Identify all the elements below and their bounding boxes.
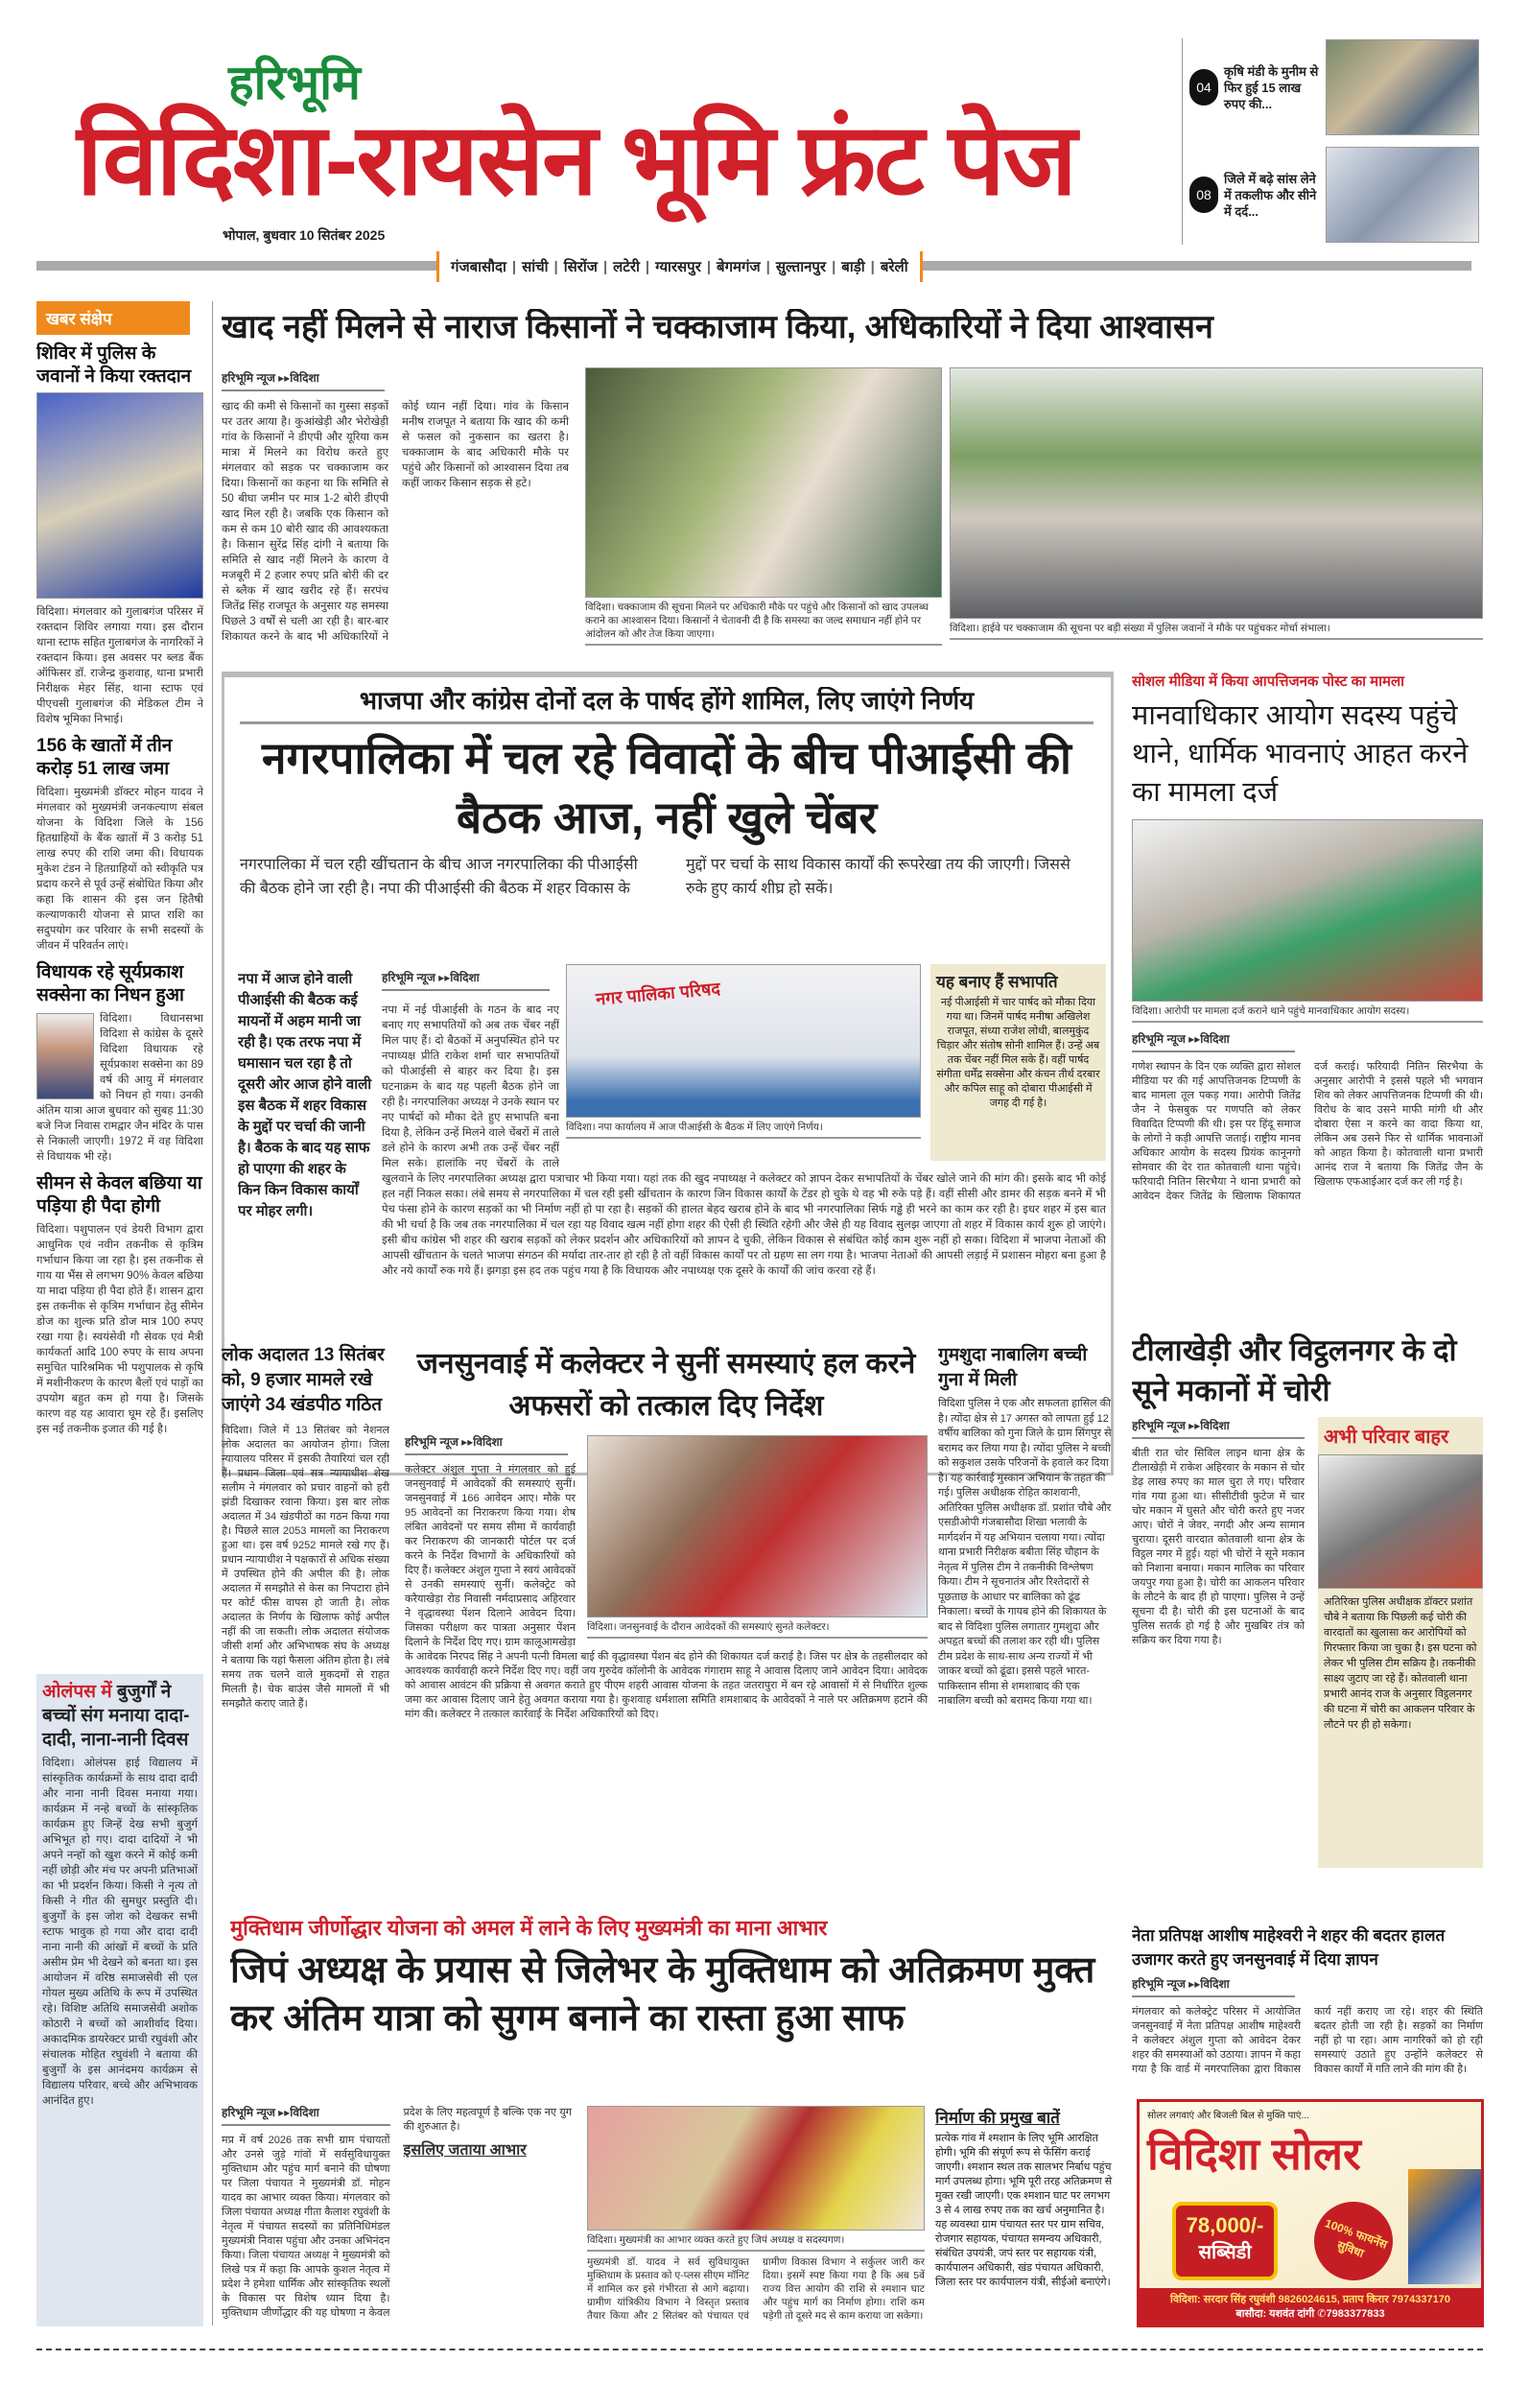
pic-deck: नगरपालिका में चल रही खींचतान के बीच आज नगरपालिका की पीआईसी की बैठक होने जा रही है। नपा की पीआईसी की बैठक में शहर विकास के मुद्दों पर चर्चा के साथ विकास कार्यों की रूपरेखा तय की जाएगी। जिससे रुके हुए कार्य शीघ्र हो सकें। xyxy=(240,856,1070,897)
photo xyxy=(1132,819,1483,1002)
teaser[interactable] xyxy=(1189,146,1492,244)
muktidham-body-2: मुख्यमंत्री डॉ. यादव ने सर्व सुविधायुक्त मुक्तिधाम के प्रस्ताव को ए-प्लस सीएम मॉनिट में शामिल कर इसे गंभीरता से आगे बढ़ाया। ग्रामीण यांत्रिकीय विभाग ने विस्तृत प्रस्ताव तैयार किया और 2 सितंबर को पंचायत एवं ग्रामीण विकास विभाग ने सर्कुलर जारी कर दिया। इसमें स्पष्ट किया गया है कि अब 5वें राज्य वित्त आयोग की राशि से श्मशान घाट और पहुंच मार्ग का निर्माण होगा। राशि कम पड़ेगी तो दूसरे मद से काम कराया जा सकेगा। xyxy=(587,2256,925,2322)
brief-title: शिविर में पुलिस के जवानों ने किया रक्तदान xyxy=(36,343,192,387)
box-body: प्रत्येक गांव में श्मशान के लिए भूमि आरक्षित होगी। भूमि की संपूर्ण रूप से फेंसिंग कराई जाएगी। श्मशान स्थल तक सालभर निर्बाध पहुंच मार्ग उपलब्ध होगा। भूमि पूरी तरह अतिक्रमण से मुक्त रखी जाएगी। एक श्मशान घाट पर लगभग 3 से 4 लाख रुपए तक का खर्च अनुमानित है। यह व्यवस्था ग्राम पंचायत स्तर पर ग्राम सचिव, रोजगार सहायक, पंचायत समन्वय अधिकारी, संबंधित उपयंत्री, जपं स्तर पर सहायक यंत्री, कार्यपालन अधिकारी, खंड पंचायत अधिकारी, जिला स्तर पर कार्यपालन यंत्री, सीईओ बनाएंगे। xyxy=(935,2133,1113,2288)
page-bottom-rule xyxy=(36,2349,1483,2350)
box-title: यह बनाए हैं सभापति xyxy=(936,973,1058,991)
gumshuda-story xyxy=(938,1343,1116,1904)
nav-item-2[interactable]: सिरोंज xyxy=(563,259,598,275)
section-label: खबर संक्षेप xyxy=(36,301,190,335)
body: विदिशा। जिले में 13 सितंबर को नेशनल लोक अदालत का आयोजन होगा। जिला न्यायालय परिसर में इसकी तैयारियां चल रही हैं। प्रधान जिला एवं सत्र न्यायाधीश शेख सलीम ने मंगलवार को प्रचार वाहनों को हरी झंडी दिखाकर रवाना किया। इस बार लोक अदालत में 34 खंडपीठों का गठन किया गया है। पिछले साल 2053 मामलों का निराकरण हुआ था। इस वर्ष 9252 मामले रखे गए हैं। प्रधान न्यायाधीश ने पक्षकारों से अधिक संख्या में उपस्थित होने की अपील की है। लोक अदालत में समझौते से केस का निपटारा होने पर कोर्ट फीस वापस हो जाती है। लोक अदालत के निर्णय के खिलाफ कोई अपील नहीं की जा सकती। लोक अदालत संयोजक जीसी शर्मा और अभिभाषक संघ के अध्यक्ष ने बताया कि यहां फैसला अंतिम होता है। लंबे समय तक चलने वाले मुकदमों से राहत मिलती है। चेक बाउंस जैसे मामलों में भी समझौते कराए जाते हैं। xyxy=(222,1425,389,1710)
ad-subsidy-badge xyxy=(1172,2202,1278,2280)
teaser-photo xyxy=(1326,39,1479,135)
nav-separator: | xyxy=(511,258,517,275)
building-sign: नगर पालिका परिषद xyxy=(595,979,721,1009)
box-body: अतिरिक्त पुलिस अधीक्षक डॉक्टर प्रशांत चौबे ने बताया कि पिछली कई चोरी की वारदातों का खुलासा कर आरोपियों को गिरफ्तार किया जा चुका है। इस घटना को लेकर भी पुलिस टीम सक्रिय है। तकनीकी साक्ष्य जुटाए जा रहे हैं। कोतवाली थाना प्रभारी आनंद राज के अनुसार विट्ठलनगर की घटना में चोरी का आकलन परिवार के लौटने पर ही हो सकेगा। xyxy=(1324,1596,1477,1731)
photo xyxy=(585,367,942,598)
solar-panel-graphic xyxy=(1408,2169,1481,2284)
jansunwai-story xyxy=(405,1343,928,1904)
brief-title: 156 के खातों में तीन करोड़ 51 लाख जमा xyxy=(36,736,173,779)
obituary-portrait xyxy=(36,1013,94,1099)
dateline: भोपाल, बुधवार 10 सितंबर 2025 xyxy=(223,227,386,243)
photo-caption: विदिशा। नपा कार्यालय में आज पीआईसी के बैठक में लिए जाएंगे निर्णय। xyxy=(566,1118,921,1139)
khad-photo-1 xyxy=(585,367,942,646)
muktidham-header-stack xyxy=(230,1914,1113,2101)
teaser-text: जिले में बढ़े सांस लेने में तकलीफ और सीने में दर्द... xyxy=(1224,171,1317,219)
byline: हरिभूमि न्यूज ▸▸विदिशा xyxy=(222,2106,390,2126)
social-media-story xyxy=(1132,672,1483,1310)
olympus-title: बुजुर्गों ने बच्चों संग मनाया दादा-दादी, नाना-नानी दिवस xyxy=(42,1682,190,1750)
muktidham-photo-stack xyxy=(587,2106,925,2328)
nav-separator: | xyxy=(645,258,650,275)
neta-story xyxy=(1132,1924,1483,2091)
nav-item-3[interactable]: लटेरी xyxy=(613,259,640,275)
brief-body: विदिशा। पशुपालन एवं डेयरी विभाग द्वारा आधुनिक एवं नवीन तकनीक से कृत्रिम गर्भाधान किया जा रहा है। इस तकनीक से गाय या भैंस से लगभग 90% केवल बछिया या मादा पड़िया ही पैदा होते हैं। शासन द्वारा इस तकनीक से कृत्रिम गर्भाधान हेतु सीमेन डोज का शुल्क प्रति डोज मात्र 100 रुपए रखा गया है। स्वयंसेवी गौ सेवक एवं मैत्री कार्यकर्ता आदि 100 रुपए के साथ अपना समुचित पारिश्रमिक भी पशुपालक से कृषि में मशीनीकरण के कारण बैलों एवं पाड़ों का उपयोग बहुत कम हो गया है। जिसके कारण वह यह आवारा घूम रहे हैं। इसलिए इस नई तकनीक इजात की गई है। xyxy=(36,1224,203,1435)
pic-kicker: भाजपा और कांग्रेस दोनों दल के पार्षद होंगे शामिल, लिए जाएंगे निर्णय xyxy=(240,687,1094,724)
byline: हरिभूमि न्यूज ▸▸विदिशा xyxy=(405,1435,568,1455)
body: गणेश स्थापन के दिन एक व्यक्ति द्वारा सोशल मीडिया पर की गई आपत्तिजनक टिप्पणी के बाद मामला तूल पकड़ गया। आरोपी जितेंद्र जैन ने फेसबुक पर गणपति को लेकर विवादित टिप्पणी की थी। इस पर हिंदू समाज के लोगों ने कड़ी आपत्ति जताई। राष्ट्रीय मानव अधिकार आयोग के सदस्य प्रियंक कानूनगो सोमवार की देर रात कोतवाली थाना पहुंचे। फरियादी नितिन सिरभैया ने थाना प्रभारी को आवेदन देकर जितेंद्र के खिलाफ शिकायत दर्ज कराई। फरियादी नितिन सिरभैया के अनुसार आरोपी ने इससे पहले भी भगवान शिव को लेकर आपत्तिजनक टिप्पणी की थी। विरोध के बाद उसने माफी मांगी थी और दोबारा ऐसा न करने का वादा किया था, लेकिन अब उसने फिर से धार्मिक भावनाओं को आहत किया है। कोतवाली थाना प्रभारी आनंद राज ने बताया कि जितेंद्र जैन के खिलाफ एफआईआर दर्ज कर ली गई है। xyxy=(1132,1061,1483,1202)
finance-badge: 100% फायनेंस सुविधा xyxy=(1303,2190,1403,2291)
olympus-title-red: ओलंपस में xyxy=(42,1682,112,1702)
body: बीती रात चोर सिविल लाइन थाना क्षेत्र के टीलाखेड़ी में राकेश अहिरवार के मकान से चोर डेढ़ लाख रुपए का माल चुरा ले गए। परिवार गांव गया हुआ था। सीसीटीवी फुटेज में चार चोर मकान में घुसते और चोरी करते हुए नजर आए। चोरों ने जेवर, नगदी और अन्य सामान चुराया। दूसरी वारदात कोतवाली थाना क्षेत्र के विट्ठल नगर में हुई। यहां भी चोरों ने सूने मकान को निशाना बनाया। मकान मालिक का परिवार जयपुर गया हुआ है। चोरी का आकलन परिवार के लौटने के बाद ही हो पाएगा। पुलिस ने उन्हें सूचना दी है। चोरी की इस घटनाओं के बाद पुलिस सतर्क हो गई है और मुखबिर तंत्र को सक्रिय कर दिया गया है। xyxy=(1132,1448,1305,1646)
photo xyxy=(587,2106,925,2231)
nav-item-4[interactable]: ग्यारसपुर xyxy=(655,259,701,275)
byline: हरिभूमि न्यूज ▸▸विदिशा xyxy=(222,369,385,391)
photo-caption: विदिशा। हाईवे पर चक्काजाम की सूचना पर बड़ी संख्या में पुलिस जवानों ने मौके पर पहुंचकर मोर्चा संभाला। xyxy=(950,619,1483,640)
photo xyxy=(950,367,1483,619)
khad-headline: खाद नहीं मिलने से नाराज किसानों ने चक्काजाम किया, अधिकारियों ने दिया आश्वासन xyxy=(222,309,1213,345)
muktidham-text-columns xyxy=(222,2106,572,2328)
brief-title: विधायक रहे सूर्यप्रकाश सक्सेना का निधन हुआ xyxy=(36,962,184,1005)
byline: हरिभूमि न्यूज ▸▸विदिशा xyxy=(1132,1417,1305,1439)
brief-body: विदिशा। मंगलवार को गुलाबगंज परिसर में रक्तदान शिविर लगाया गया। इस दौरान थाना स्टाफ सहित गुलाबगंज के नागरिकों ने रक्तदान किया। इस अवसर पर ब्लड बैंक ऑफिसर डॉ. राजेन्द्र कुशवाह, थाना प्रभारी निरीक्षक मेहर सिंह, थाना स्टाफ एवं पीएचसी गुलाबगंज की मेडिकल टीम ने विशेष भूमिका निभाई। xyxy=(36,606,203,725)
contact-1: विदिशा: सरदार सिंह रघुवंशी 9826024615, प्रताप किरार 7974337170 xyxy=(1170,2294,1450,2305)
olympus-box xyxy=(36,1674,203,2326)
photo xyxy=(1318,1454,1483,1589)
page-title: विदिशा-रायसेन भूमि फ्रंट पेज xyxy=(77,105,1075,216)
sabhapati-box xyxy=(930,964,1106,1161)
photo-caption: विदिशा। आरोपी पर मामला दर्ज कराने थाने पहुंचे मानवाधिकार आयोग सदस्य। xyxy=(1132,1002,1483,1023)
khad-article xyxy=(222,369,569,657)
brief-title: सीमन से केवल बछिया या पड़िया ही पैदा होगी xyxy=(36,1173,202,1216)
headline: टीलाखेड़ी और विट्ठलनगर के दो सूने मकानों में चोरी xyxy=(1132,1334,1457,1407)
nav-item-8[interactable]: बरेली xyxy=(880,259,908,275)
nav-item-1[interactable]: सांची xyxy=(522,259,549,275)
photo-caption: विदिशा। मुख्यमंत्री का आभार व्यक्त करते हुए जिपं अध्यक्ष व सदस्यगण। xyxy=(587,2231,925,2252)
brief-body: विदिशा। मुख्यमंत्री डॉक्टर मोहन यादव ने मंगलवार को मुख्यमंत्री जनकल्याण संबल योजना के विदिशा जिले के 156 हितग्राहियों के बैंक खातों में 3 करोड़ 51 लाख रुपए की राशि जमा की। विधायक मुकेश टंडन ने हितग्राहियों को स्वीकृति पत्र प्रदाय करने से पूर्व उन्हें संबोधित किया और कहा कि शासन की इस जन हितैषी कल्याणकारी योजना से प्राप्त राशि का सदुपयोग कर परिवार के सभी सदस्यों के जीवन में परिवर्तन लाएं। xyxy=(36,787,203,952)
ad-contacts xyxy=(1140,2288,1481,2325)
teaser-divider xyxy=(1182,38,1183,245)
column-divider xyxy=(212,301,213,2325)
pic-headline: नगरपालिका में चल रहे विवादों के बीच पीआईसी की बैठक आज, नहीं खुले चेंबर xyxy=(262,732,1071,842)
nav-separator: | xyxy=(870,258,875,275)
khad-body: खाद की कमी से किसानों का गुस्सा सड़कों पर उतर आया है। कुआंखेड़ी और भेरोखेड़ी गांव के किसानों ने डीएपी और यूरिया कम मात्रा में मिलने का विरोध करते हुए मंगलवार को सड़क पर चक्काजाम कर दिया। किसानों का कहना था कि समिति से 50 बीघा जमीन पर मात्र 1-2 बोरी डीएपी खाद मिल रही है। जबकि एक किसान को कम से कम 10 बोरी खाद की आवश्यकता है। किसान सुरेंद्र सिंह दांगी ने बताया कि समिति से खाद नहीं मिलने के कारण वे मजबूरी में 2 हजार रुपए प्रति बोरी की दर से ब्लैक में खाद खरीद रहे हैं। सरपंच जितेंद्र सिंह राजपूत के अनुसार यह समस्या पिछले 3 वर्षों से चली आ रही है। बार-बार शिकायत करने के बाद भी अधिकारियों ने कोई ध्यान नहीं दिया। गांव के किसान मनीष राजपूत ने बताया कि खाद की कमी से फसल को नुकसान का खतरा है। चक्काजाम के बाद अधिकारी मौके पर पहुंचे और किसानों को आश्वासन दिया तब कहीं जाकर किसान सड़क से हटे। xyxy=(222,401,569,643)
khad-photo-2 xyxy=(950,367,1483,640)
ad-brand: विदिशा सोलर xyxy=(1147,2129,1361,2179)
jansunwai-body: कलेक्टर अंशुल गुप्ता ने मंगलवार को हुई जनसुनवाई में आवेदकों की समस्याएं सुनीं। जनसुनवाई में 166 आवेदन आए। मौके पर 95 आवेदनों का निराकरण किया गया। शेष लंबित आवेदनों पर समय सीमा में कार्यवाही कर निराकरण की जानकारी पोर्टल पर दर्ज करने के निर्देश विभागों के अधिकारियों को दिए हैं। कलेक्टर अंशुल गुप्ता ने स्वयं आवेदकों से उनकी समस्याएं सुनीं। कलेक्ट्रेट को करैयाखेड़ा रोड निवासी नर्मदाप्रसाद अहिरवार ने वृद्धावस्था पेंशन दिलाने आवेदन दिया। जिसका परीक्षण कर पात्रता अनुसार पेंशन दिलाने के निर्देश दिए गए। ग्राम कालूआमखेड़ा के आवेदक निरपद सिंह ने अपनी पत्नी विमला बाई की वृद्धावस्था पेंशन बंद होने की शिकायत दर्ज कराई है। जिस पर क्षेत्र के तहसीलदार को आवश्यक कार्यवाही करने निर्देश दिए गए। वहीं जय गुरुदेव कॉलोनी के आवेदक गंगाराम साहू ने आवास दिलाए जाने आवेदन दिया। आवेदक को आवास आवंटन की प्रक्रिया से अवगत कराते हुए पीएम शहरी आवास योजना के तहत जतरापुरा में बन रहे आवासों में से निर्धारित शुल्क जमा कर आवास दिलाए जाने हेतु अवगत कराया गया है। कुशवाह धर्मशाला समिति शमशाबाद के आवेदकों ने नाले पर अतिक्रमण हटाने की मांग की। कलेक्टर ने तत्काल कार्रवाई के निर्देश अधिकारियों को दिए। xyxy=(405,1464,928,1720)
byline: हरिभूमि न्यूज ▸▸विदिशा xyxy=(1132,1030,1295,1052)
box-body: नई पीआईसी में चार पार्षद को मौका दिया गया था। जिनमें पार्षद मनीषा अखिलेश राजपूत, संध्या राजेश लोधी, बालमुकुंद चिड़ार और संतोष सोनी शामिल हैं। उन्हें अब तक चेंबर नहीं मिल सके हैं। वहीं पार्षद संगीता धर्मेंद्र सक्सेना और कंचन तीर्थ दरबार और कपिल साहू को दोबारा पीआईसी में जगह दी गई है। xyxy=(936,997,1100,1109)
teaser[interactable] xyxy=(1189,38,1492,136)
nav-separator: | xyxy=(832,258,836,275)
headline: मानवाधिकार आयोग सदस्य पहुंचे थाने, धार्मिक भावनाएं आहत करने का मामला दर्ज xyxy=(1132,700,1469,808)
muktidham-kicker: मुक्तिधाम जीर्णोद्धार योजना को अमल में लाने के लिए मुख्यमंत्री का माना आभार xyxy=(230,1916,828,1940)
muktidham-article xyxy=(222,2106,572,2328)
jansunwai-photo xyxy=(587,1435,928,1639)
body: विदिशा पुलिस ने एक और सफलता हासिल की है। त्योंदा क्षेत्र से 17 अगस्त को लापता हुई 12 वर्षीय बालिका को गुना जिले के ग्राम सिंगपुर से बरामद कर लिया गया है। त्योंदा पुलिस ने बच्ची को सकुशल उसके परिजनों के हवाले कर दिया है। यह कार्रवाई मुस्कान अभियान के तहत की गई। पुलिस अधीक्षक रोहित काशवानी, अतिरिक्त पुलिस अधीक्षक डॉ. प्रशांत चौबे और एसडीओपी गंजबासौदा शिखा भलावी के मार्गदर्शन में यह अभियान चलाया गया। त्योंदा थाना प्रभारी निरीक्षक बबीता सिंह चौहान के नेतृत्व में पुलिस टीम ने तकनीकी विश्लेषण किया। टीम ने सूचनातंत्र और रिश्तेदारों से पूछताछ के आधार पर बालिका को ढूंढ निकाला। बच्चों के गायब होने की शिकायत के बाद से विदिशा पुलिस लगातार गुमशुदा और अपहृत बच्चों की तलाश कर रही थी। पुलिस टीम प्रदेश के साथ-साथ अन्य राज्यों में भी जाकर बच्चों को ढूंढा। इससे पहले भारत-पाकिस्तान सीमा से शमशाबाद की एक नाबालिग बच्ची को बरामद किया गया था। xyxy=(938,1398,1112,1707)
muktidham-body-1: मप्र में वर्ष 2026 तक सभी ग्राम पंचायतों और उनसे जुड़े गांवों में सर्वसुविधायुक्त मुक्तिधाम और पहुंच मार्ग बनाने की घोषणा पर जिला पंचायत ने मुख्यमंत्री डॉ. मोहन यादव का आभार व्यक्त किया। मंगलवार को जिला पंचायत अध्यक्ष गीता कैलाश रघुवंशी के नेतृत्व में पंचायत सदस्यों का प्रतिनिधिमंडल मुख्यमंत्री निवास पहुंचा और उनका अभिनंदन किया। जिला पंचायत अध्यक्ष ने मुख्यमंत्री को लिखे पत्र में कहा कि आपके कुशल नेतृत्व में प्रदेश ने हमेशा धार्मिक और सांस्कृतिक स्थलों के विकास पर विशेष ध्यान दिया है। मुक्तिधाम जीर्णोद्धार की यह घोषणा न केवल प्रदेश के लिए महत्वपूर्ण है बल्कि एक नए युग की शुरुआत है। xyxy=(222,2107,572,2319)
photo xyxy=(566,964,921,1118)
nav-separator: | xyxy=(706,258,712,275)
construction-points-box xyxy=(935,2106,1113,2328)
byline: हरिभूमि न्यूज ▸▸विदिशा xyxy=(1132,1975,1295,1997)
nav-separator: | xyxy=(602,258,608,275)
kicker: सोशल मीडिया में किया आपत्तिजनक पोस्ट का मामला xyxy=(1132,673,1405,690)
photo-caption: विदिशा। चक्काजाम की सूचना मिलने पर अधिकारी मौके पर पहुंचे और किसानों को खाद उपलब्ध कराने का आश्वासन दिया। किसानों ने चेतावनी दी है कि समस्या का जल्द समाधान नहीं होने पर आंदोलन को और तेज किया जाएगा। xyxy=(585,598,942,646)
muktidham-headline: जिपं अध्यक्ष के प्रयास से जिलेभर के मुक्तिधाम को अतिक्रमण मुक्त कर अंतिम यात्रा को सुगम बनाने का रास्ता हुआ साफ xyxy=(230,1950,1095,2039)
contact-2: बासौदा: यशवंत दांगी ✆7983377833 xyxy=(1235,2308,1385,2320)
nav-item-7[interactable]: बाड़ी xyxy=(841,259,865,275)
headline: नेता प्रतिपक्ष आशीष माहेश्वरी ने शहर की बदतर हालत उजागर करते हुए जनसुनवाई में दिया ज्ञापन xyxy=(1132,1926,1446,1969)
subhead: इसलिए जताया आभार xyxy=(403,2142,527,2159)
box-title: निर्माण की प्रमुख बातें xyxy=(935,2109,1060,2127)
pic-pullquote: नपा में आज होने वाली पीआईसी की बैठक कई मायनों में अहम मानी जा रही है। एक तरफ नपा में घमासान चल रहा है तो दूसरी ओर आज होने वाली इस बैठक में शहर विकास के मुद्दों पर चर्चा की जानी है। बैठक के बाद यह साफ हो पाएगा की शहर के किन किन विकास कार्यों पर मोहर लगी। xyxy=(238,971,372,1219)
left-briefs-column xyxy=(36,301,203,1664)
photo-caption: विदिशा। जनसुनवाई के दौरान आवेदकों की समस्याएं सुनते कलेक्टर। xyxy=(587,1617,928,1639)
brief-body: विदिशा। विधानसभा विदिशा से कांग्रेस के दूसरे विदिशा विधायक रहे सूर्यप्रकाश सक्सेना का 89 वर्ष की आयु में मंगलवार को निधन हो गया। उनकी अंतिम यात्रा आज बुधवार को सुबह 11:30 बजे निज निवास रामद्वार जैन मंदिर के पास से निकाली जाएगी। 1972 में वह विदिशा से विधायक भी रहे। xyxy=(36,1013,203,1163)
subsidy-amount: 78,000/- xyxy=(1186,2213,1264,2237)
page-number-badge: 04 xyxy=(1189,69,1218,106)
jansunwai-headline: जनसुनवाई में कलेक्टर ने सुनीं समस्याएं हल करने अफसरों को तत्काल दिए निर्देश xyxy=(416,1348,916,1422)
nav-separator: | xyxy=(765,258,770,275)
nav-item-5[interactable]: बेगमगंज xyxy=(717,259,761,275)
family-away-box xyxy=(1318,1417,1483,1868)
jansunwai-body-wrap xyxy=(405,1435,928,1722)
body: मंगलवार को कलेक्ट्रेट परिसर में आयोजित जनसुनवाई में नेता प्रतिपक्ष आशीष माहेश्वरी ने कलेक्टर अंशुल गुप्ता को आवेदन देकर शहर की समस्याओं को उठाया। ज्ञापन में कहा गया है कि वार्ड में नगरपालिका द्वारा विकास कार्य नहीं कराए जा रहे। शहर की स्थिति बदतर होती जा रही है। सड़कों का निर्माण नहीं हो पा रहा। आम नागरिकों को हो रही समस्याएं उठाते हुए उन्होंने कलेक्टर से विकास कार्यों में गति लाने की मांग की है। xyxy=(1132,2006,1483,2075)
nav-separator: | xyxy=(553,258,558,275)
vidisha-solar-ad[interactable] xyxy=(1137,2099,1484,2327)
photo xyxy=(587,1435,928,1617)
brand-logo: हरिभूमि xyxy=(228,56,361,109)
nav-item-0[interactable]: गंजबासौदा xyxy=(451,259,506,275)
byline: हरिभूमि न्यूज ▸▸विदिशा xyxy=(382,969,550,991)
box-title: अभी परिवार बाहर xyxy=(1324,1427,1449,1448)
teaser-text: कृषि मंडी के मुनीम से फिर हुई 15 लाख रुपए की... xyxy=(1224,63,1319,111)
page-number-badge: 08 xyxy=(1189,177,1218,213)
teaser-photo xyxy=(1326,147,1479,243)
headline: लोक अदालत 13 सितंबर को, 9 हजार मामले रखे जाएंगे 34 खंडपीठ गठित xyxy=(222,1345,385,1415)
headline: गुमशुदा नाबालिग बच्ची गुना में मिली xyxy=(938,1345,1088,1390)
teasers xyxy=(1189,38,1492,244)
nav-item-6[interactable]: सुल्तानपुर xyxy=(775,259,827,275)
subsidy-label: सब्सिडी xyxy=(1198,2242,1252,2263)
ad-tagline: सोलर लगवाएं और बिजली बिल से मुक्ति पाएं... xyxy=(1147,2111,1309,2121)
location-nav xyxy=(436,251,923,282)
olympus-body: विदिशा। ओलंपस हाई विद्यालय में सांस्कृतिक कार्यक्रमों के साथ दादा दादी और नाना नानी दिवस मनाया गया। कार्यक्रम में नन्हे बच्चों के सांस्कृतिक कार्यक्रम हुए जिन्हें देख सभी बुजुर्ग अभिभूत हो गए। दादा दादियों ने भी अपने नन्हों को खुश करने में कोई कमी नहीं छोड़ी और मंच पर अपनी प्रतिभाओं का भी प्रदर्शन किया। किसी ने नृत्य तो किसी ने गीत की सुमधुर प्रस्तुति दी। बुजुर्गों के इस जोश को देखकर सभी स्टाफ भावुक हो गया और दादा दादी नाना नानी की आंखों में बच्चों के प्रति असीम प्रेम भी देखने को बनता था। इस आयोजन में वरिष्ठ समाजसेवी सी एल गोयल मुख्य अतिथि के रूप में उपस्थित रहे। विशिष्ट अतिथि समाजसेवी अशोक कोठारी ने बच्चों को आशीर्वाद दिया। अकादमिक डायरेक्टर प्राची रघुवंशी और संचालक मोहित रघुवंशी ने बताया की बुजुर्गों के इस आनंदमय कार्यक्रम से विद्यालय परिवार, बच्चे और अभिभावक आनंदित हुए। xyxy=(42,1758,198,2107)
pic-byline-wrap xyxy=(382,969,550,999)
pic-body: नपा में नई पीआईसी के गठन के बाद नए बनाए गए सभापतियों को अब तक चेंबर नहीं मिल पाए हैं। दो बैठकों में अनुपस्थित होने पर नपाध्यक्ष प्रीति राकेश शर्मा चार सभापतियों को पीआईसी से बाहर कर दिया है। इस घटनाक्रम के बाद यह पहली बैठक होने जा रही है। नगरपालिका अध्यक्ष ने उनके स्थान पर नए पार्षदों को मौका देते हुए सभापति बना दिया है, लेकिन उन्हें मिलने वाले चेंबरों में ताले डले होने के कारण अभी तक उन्हें चेंबर नहीं मिल सके। हालांकि नए चेंबरों के ताले खुलवाने के लिए नगरपालिका अध्यक्ष द्वारा पत्राचार भी किया गया। यहां तक की खुद नपाध्यक्ष ने कलेक्टर को ज्ञापन देकर सभापतियों के चेंबर खोले जाने की मांग की। इसके बाद भी कोई हल नहीं निकल सका। लंबे समय से नगरपालिका में चल रही इसी खींचतान के कारण जिन विकास कार्यों के टेंडर हो चुके थे वह भी रुके पड़े हैं। वहीं सीसी और डामर की सड़क बनने में भी पेच फंसा होने के कारण सड़कों का भी निर्माण नहीं हो पा रहा है। सड़कों की हालत बेहद खराब होने के बाद भी नगरपालिका सिर्फ गड्ढे ही भरने का काम कर रही है। इधर शहर में इस बात की भी चर्चा है कि जब तक नगरपालिका में चल रहा यह विवाद खत्म नहीं होगा शहर की ऐसी ही स्थिति रहेगी और जैसे ही यह विवाद सुलझ जाएगा तो शहर में विकास कार्य शुरू हो जाएंगे। इसी बीच कांग्रेस भी शहर की खराब सड़कों को लेकर प्रदर्शन और अधिकारियों को ज्ञापन दे चुकी, लेकिन विकास से संबंधित कोई काम शुरू नहीं हो सका। विदिशा में भाजपा नेताओं की आपसी खींचतान के चलते भाजपा संगठन की मर्यादा तार-तार हो रही है तो वहीं विकास कार्यों पर तो ग्रहण सा लग गया है। भाजपा नेताओं की आपसी लड़ाई में प्रशासन मोहरा बना हुआ है और नये कार्यों रुक गये हैं। झगड़ा इस हद तक पहुंच गया है कि विधायक और नपाध्यक्ष एक दूसरे के कार्यों की जांच करवा रहे हैं। xyxy=(382,1004,1106,1277)
blood-donation-photo xyxy=(36,392,203,599)
lok-adalat-story xyxy=(222,1343,389,1904)
pic-photo xyxy=(566,964,921,1161)
chori-story xyxy=(1132,1331,1483,1911)
pic-header-stack xyxy=(240,687,1094,960)
